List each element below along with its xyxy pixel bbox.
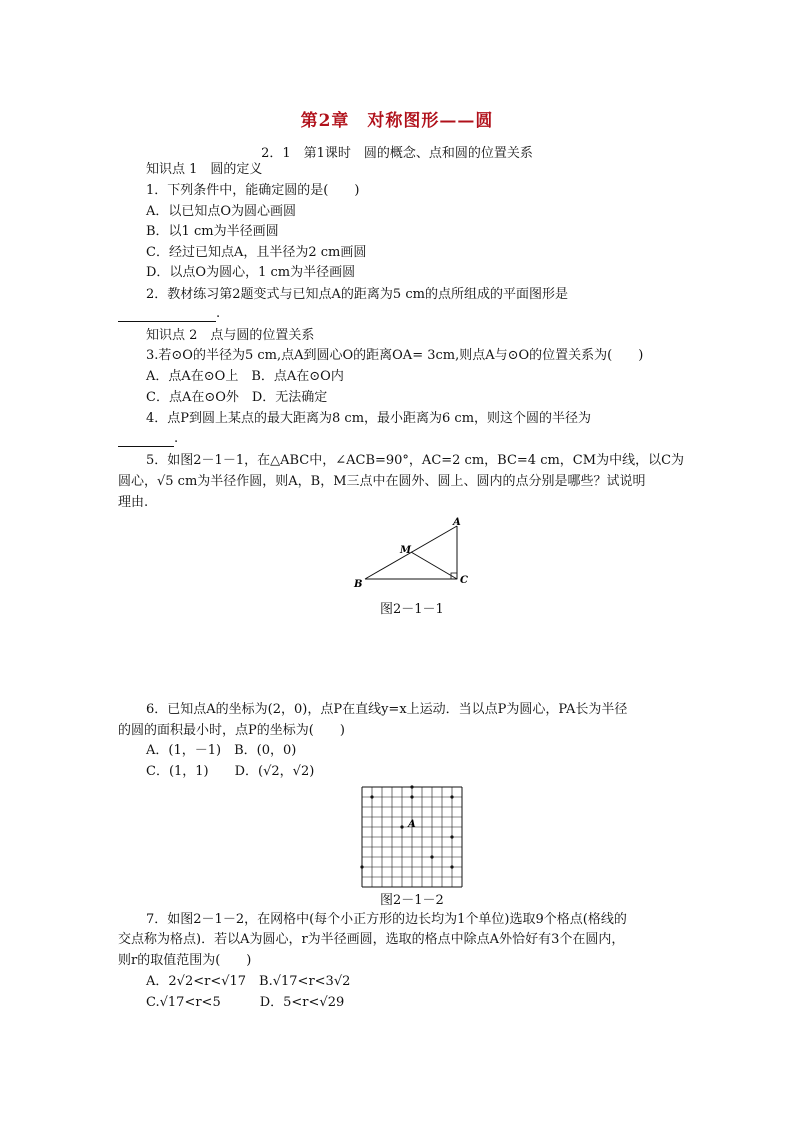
chapter-title: 第2章 对称图形——圆	[300, 111, 494, 131]
q6-options-ab: A．(1，－1) B．(0，0)	[146, 743, 297, 758]
q5-line1: 5．如图2－1－1，在△ABC中，∠ACB=90°，AC=2 cm，BC=4 cm，CM为中线，以C为	[146, 453, 685, 468]
q2-blank	[118, 309, 216, 322]
grid-label-a: A	[408, 819, 416, 830]
q4-line1: 4．点P到圆上某点的最大距离为8 cm，最小距离为6 cm，则这个圆的半径为	[146, 411, 592, 426]
q2-answer-line	[118, 306, 220, 322]
q1-option-b: B．以1 cm为半径画圆	[146, 224, 279, 239]
q3-stem: 3.若⊙O的半径为5 cm,点A到圆心O的距离OA= 3cm,则点A与⊙O的位置关系为( )	[146, 348, 644, 363]
knowledge-point-2: 知识点 2 点与圆的位置关系	[146, 328, 315, 343]
q3-options-ab: A．点A在⊙O上 B．点A在⊙O内	[146, 369, 344, 384]
grid-point	[450, 865, 453, 868]
q1-stem: 1．下列条件中，能确定圆的是( )	[146, 183, 360, 198]
label-c: C	[460, 575, 468, 586]
q7-options-ab: A．2√2<r<√17 B.√17<r<3√2	[146, 974, 351, 989]
q7-line2: 交点称为格点)．若以A为圆心，r为半径画圆，选取的格点中除点A外恰好有3个在圆内，	[118, 932, 625, 947]
q2-end: .	[216, 306, 221, 321]
grid-point	[360, 865, 363, 868]
grid-point	[410, 795, 413, 798]
q4-blank	[118, 434, 174, 447]
figure-grid	[360, 785, 464, 889]
q7-options-cd: C.√17<r<5 D．5<r<√29	[146, 995, 345, 1010]
q2-line1: 2．教材练习第2题变式与已知点A的距离为5 cm的点所组成的平面图形是	[146, 287, 568, 302]
q7-line1: 7．如图2－1－2，在网格中(每个小正方形的边长均为1个单位)选取9个格点(格线的	[146, 912, 627, 927]
grid-point	[370, 795, 373, 798]
section-title: 2．1 第1课时 圆的概念、点和圆的位置关系	[261, 146, 533, 161]
q3-options-cd: C．点A在⊙O外 D．无法确定	[146, 390, 328, 405]
q4-end: .	[174, 431, 179, 446]
grid-point	[450, 795, 453, 798]
knowledge-point-1: 知识点 1 圆的定义	[146, 162, 263, 177]
label-b: B	[354, 579, 363, 590]
q6-options-cd: C．(1，1) D．(√2，√2)	[146, 764, 315, 779]
q1-option-a: A．以已知点O为圆心画圆	[146, 204, 297, 219]
grid-lines	[362, 787, 462, 887]
q6-line2: 的圆的面积最小时，点P的坐标为( )	[118, 723, 345, 738]
label-m: M	[400, 545, 412, 556]
grid-point	[430, 855, 433, 858]
q1-option-c: C．经过已知点A，且半径为2 cm画圆	[146, 245, 367, 260]
label-a: A	[453, 517, 461, 528]
figure-2-caption: 图2－1－2	[380, 893, 444, 908]
q4-answer-line	[118, 431, 178, 447]
q6-line1: 6．已知点A的坐标为(2，0)，点P在直线y=x上运动．当以点P为圆心，PA长为半径	[146, 702, 628, 717]
figure-triangle	[340, 515, 480, 590]
q5-line2: 圆心，√5 cm为半径作圆，则A，B，M三点中在圆外、圆上、圆内的点分别是哪些？试说明	[118, 474, 646, 489]
grid-point	[410, 785, 413, 788]
q7-line3: 则r的取值范围为( )	[118, 953, 252, 968]
median-cm	[411, 552, 457, 579]
q5-line3: 理由.	[118, 495, 149, 510]
figure-1-caption: 图2－1－1	[380, 602, 444, 617]
grid-point	[400, 825, 403, 828]
q1-option-d: D．以点O为圆心，1 cm为半径画圆	[146, 265, 356, 280]
grid-point	[450, 835, 453, 838]
